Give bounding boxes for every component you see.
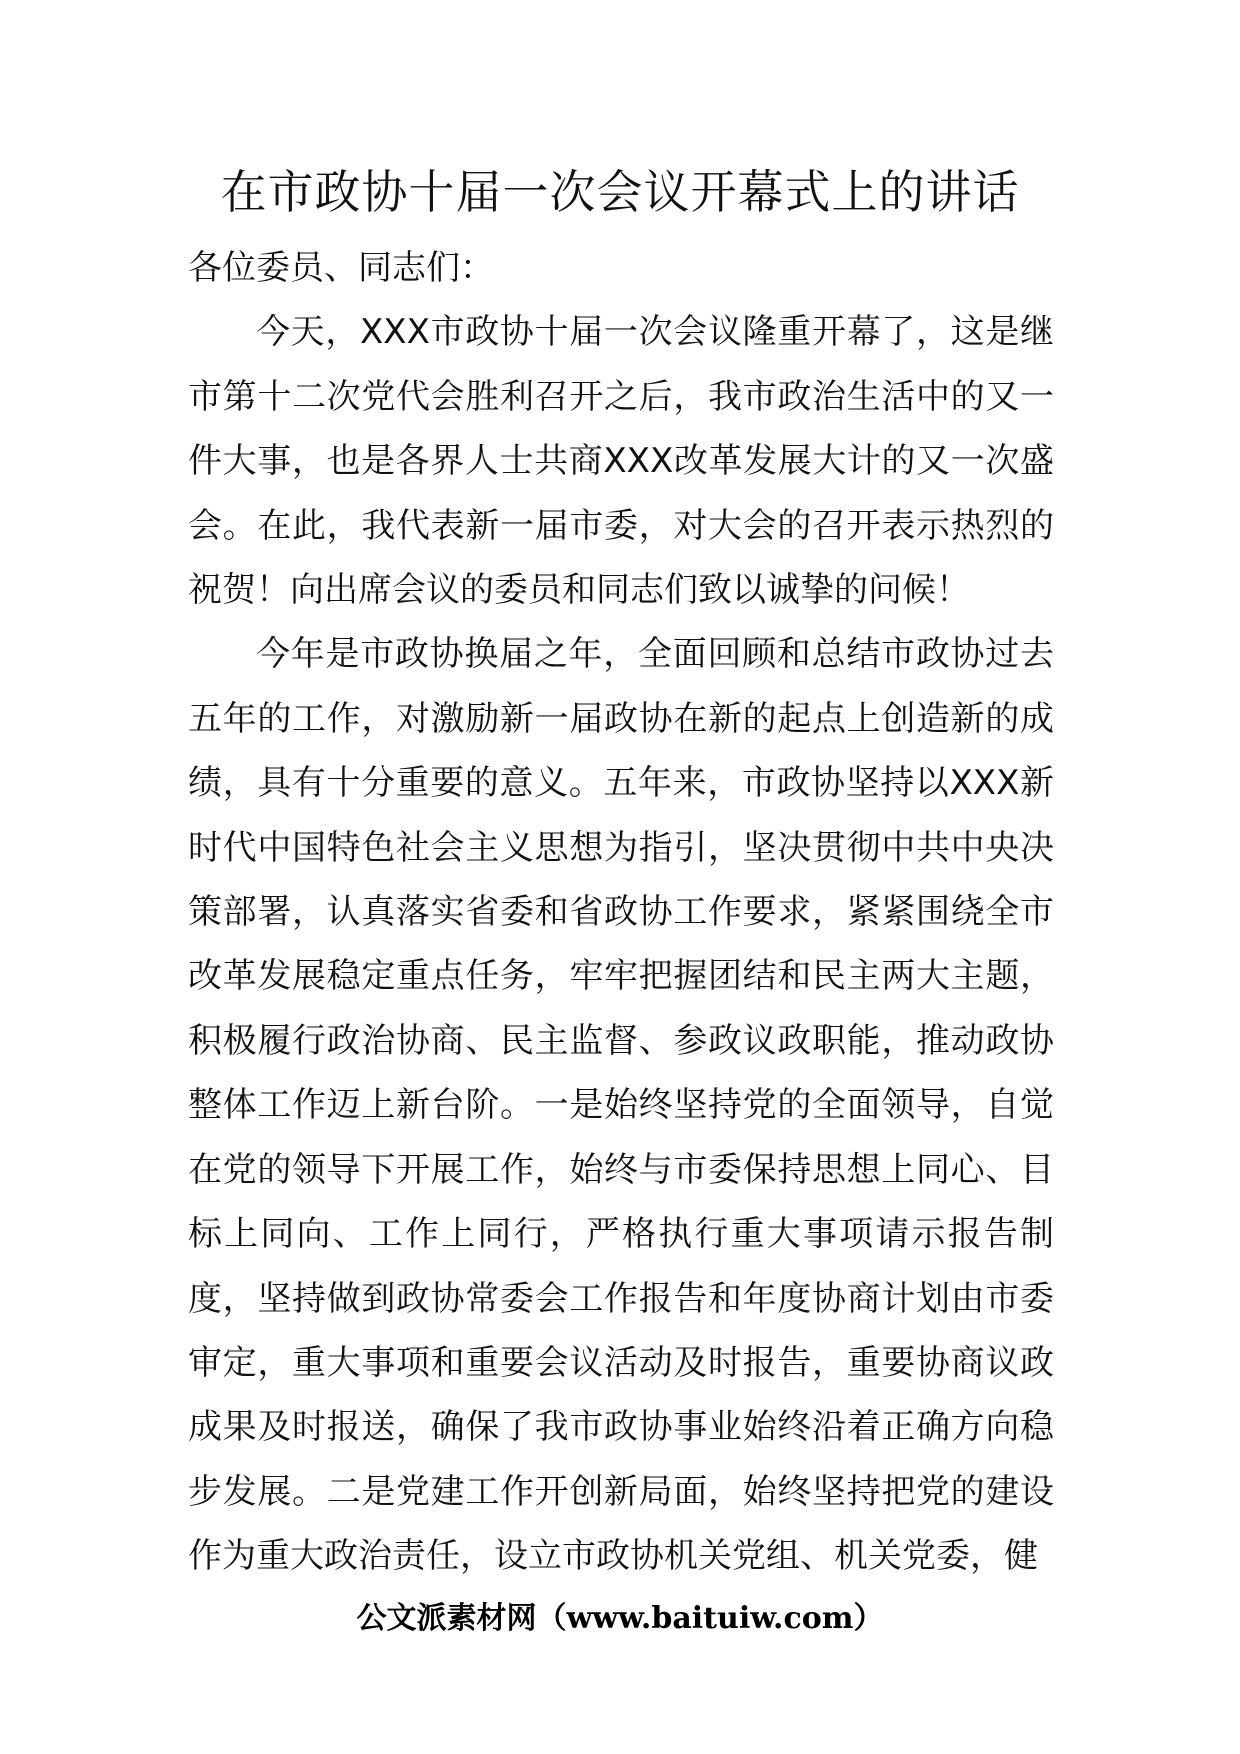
footer-watermark: 公文派素材网（www.baituiw.com） — [356, 1601, 884, 1636]
document-title: 在市政协十届一次会议开幕式上的讲话 — [220, 165, 1020, 219]
paragraph-1: 今天，XXX市政协十届一次会议隆重开幕了，这是继市第十二次党代会胜利召开之后，我市政治生活中的又一件大事，也是各界人士共商XXX改革发展大计的又一次盛会。在此，我代表新一届市委，对大会的召开表示热烈的祝贺！向出席会议的委员和同志们致以诚挚的问候！ — [188, 312, 1054, 611]
salutation: 各位委员、同志们： — [188, 248, 494, 288]
paragraph-2: 今年是市政协换届之年，全面回顾和总结市政协过去五年的工作，对激励新一届政协在新的起点上创造新的成绩，具有十分重要的意义。五年来，市政协坚持以XXX新时代中国特色社会主义思想为指引，坚决贯彻中共中央决策部署，认真落实省委和省政协工作要求，紧紧围绕全市改革发展稳定重点任务，牢牢把握团结和民主两大主题，积极履行政治协商、民主监督、参政议政职能，推动政协整体工作迈上新台阶。一是始终坚持党的全面领导，自觉在党的领导下开展工作，始终与市委保持思想上同心、目标上同向、工作上同行，严格执行重大事项请示报告制度，坚持做到政协常委会工作报告和年度协商计划由市委审定，重大事项和重要会议活动及时报告，重要协商议政成果及时报送，确保了我市政协事业始终沿着正确方向稳步发展。二是党建工作开创新局面，始终坚持把党的建设作为重大政治责任，设立市政协机关党组、机关党委，健 — [188, 634, 1054, 1577]
document-body — [188, 236, 1054, 1589]
